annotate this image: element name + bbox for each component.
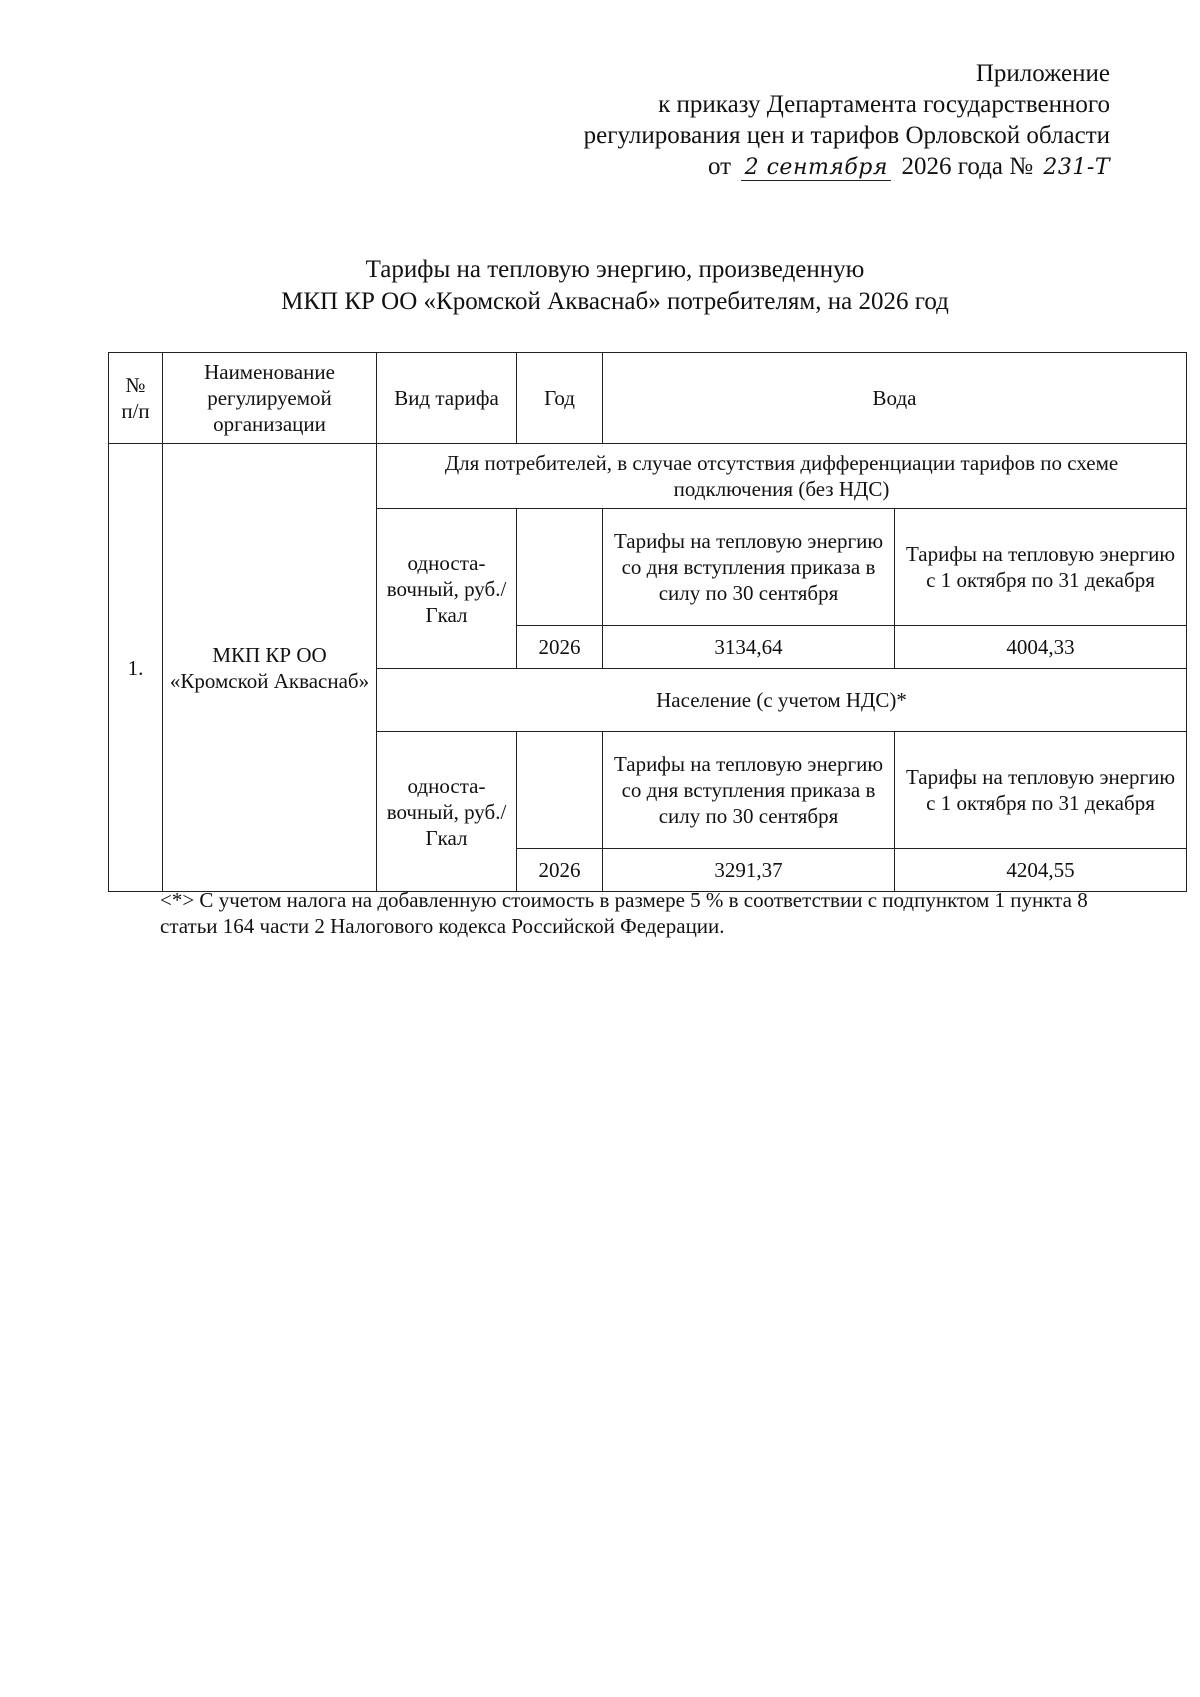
title-line-1: Тарифы на тепловую энергию, произведенную <box>365 256 865 283</box>
header-num: № п/п <box>109 353 163 444</box>
header-org: Наименование регулируемой организации <box>163 353 377 444</box>
appendix-title: Приложение <box>975 60 1110 87</box>
value1-population: 3291,37 <box>603 849 895 892</box>
appendix-date-line <box>470 151 1110 183</box>
year-population: 2026 <box>517 849 603 892</box>
section-title-population: Население (с учетом НДС)* <box>377 669 1187 732</box>
tariff-type-population: односта-вочный, руб./Гкал <box>377 732 517 892</box>
appendix-department: регулирования цен и тарифов Орловской области <box>583 122 1110 149</box>
header-year: Год <box>517 353 603 444</box>
header-tariff-type: Вид тарифа <box>377 353 517 444</box>
footnote: <*> С учетом налога на добавленную стоимость в размере 5 % в соответствии с подпунктом 1 пункта 8 статьи 164 части 2 Налогового кодекса Российской Федерации. <box>160 888 1088 938</box>
period2-population: Тарифы на тепловую энергию с 1 октября по 31 декабря <box>895 732 1187 849</box>
row-number: 1. <box>109 444 163 892</box>
handwritten-order-number: 231-Т <box>1043 155 1110 180</box>
date-prefix: от <box>707 153 732 180</box>
table-header-row <box>109 353 1187 444</box>
empty-year-cell <box>517 509 603 626</box>
appendix-order-ref: к приказу Департамента государственного <box>658 91 1110 118</box>
tariff-table <box>108 352 1187 892</box>
section-row <box>109 444 1187 509</box>
period2-consumers: Тарифы на тепловую энергию с 1 октября по 31 декабря <box>895 509 1187 626</box>
value2-consumers: 4004,33 <box>895 626 1187 669</box>
empty-year-cell <box>517 732 603 849</box>
header-water: Вода <box>603 353 1187 444</box>
value1-consumers: 3134,64 <box>603 626 895 669</box>
org-name: МКП КР ОО «Кромской Акваснаб» <box>163 444 377 892</box>
section-title-consumers: Для потребителей, в случае отсутствия дифференциации тарифов по схеме подключения (без НДС) <box>377 444 1187 509</box>
value2-population: 4204,55 <box>895 849 1187 892</box>
appendix-header <box>470 58 1110 183</box>
document-title <box>0 254 1200 318</box>
handwritten-date: 2 сентября <box>741 156 891 181</box>
year-text: 2026 года № <box>901 153 1034 180</box>
period1-consumers: Тарифы на тепловую энергию со дня вступления приказа в силу по 30 сентября <box>603 509 895 626</box>
period1-population: Тарифы на тепловую энергию со дня вступления приказа в силу по 30 сентября <box>603 732 895 849</box>
title-line-2: МКП КР ОО «Кромской Акваснаб» потребителям, на 2026 год <box>281 288 949 315</box>
year-consumers: 2026 <box>517 626 603 669</box>
tariff-type-consumers: односта-вочный, руб./Гкал <box>377 509 517 669</box>
